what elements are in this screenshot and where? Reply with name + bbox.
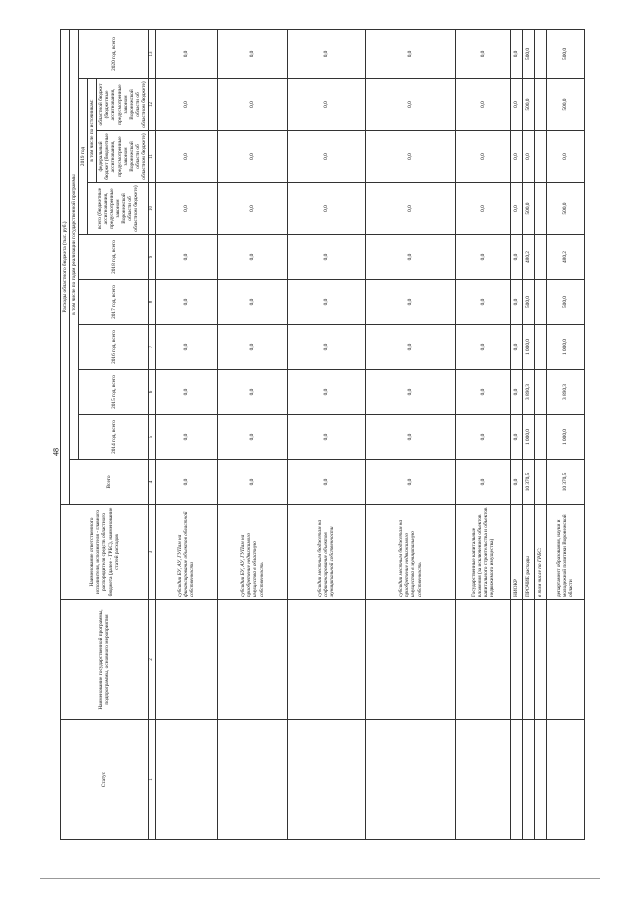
value-cell: 0,0	[155, 280, 217, 325]
status-cell	[534, 720, 546, 840]
program-cell	[522, 600, 534, 720]
value-cell	[534, 370, 546, 415]
program-cell	[217, 600, 287, 720]
value-cell: 0,0	[155, 29, 217, 78]
header-2019-regional: областной бюджет (бюджетные ассигнования, предусмотренные законом Воронежской области об областном бюджете)	[97, 79, 149, 131]
value-cell: 0,0	[287, 415, 365, 460]
value-cell	[534, 131, 546, 183]
status-cell	[287, 720, 365, 840]
header-2015: 2015 год, всего	[79, 370, 149, 415]
value-cell	[534, 280, 546, 325]
status-cell	[217, 720, 287, 840]
table-row	[217, 29, 287, 839]
header-2019-total: всего (бюджетные ассигнования, предусмотренные законом Воронежской области об областном бюджете)	[88, 183, 149, 235]
value-cell	[534, 235, 546, 280]
value-cell: 0,0	[455, 183, 510, 235]
status-cell	[155, 720, 217, 840]
value-cell: 500,0	[546, 29, 584, 78]
column-number: 6	[148, 370, 155, 415]
program-cell	[510, 600, 522, 720]
value-cell: 1 000,0	[522, 415, 534, 460]
program-cell	[287, 600, 365, 720]
page-number: 48	[51, 448, 61, 456]
value-cell: 0,0	[365, 183, 455, 235]
value-cell: 0,0	[217, 79, 287, 131]
header-2019: 2019 год	[79, 79, 88, 235]
rotated-page	[60, 30, 575, 840]
value-cell: 0,0	[510, 235, 522, 280]
value-cell: 10 370,5	[522, 460, 534, 505]
column-number: 8	[148, 280, 155, 325]
column-number: 3	[148, 505, 155, 600]
expense-item-label: субсидии БУ, АУ, ГУПам на приобретение недвижимого имущества в областную собственность	[217, 505, 287, 600]
status-cell	[455, 720, 510, 840]
header-by-years: в том числе по годам реализации государственной программы	[70, 29, 79, 459]
value-cell	[534, 415, 546, 460]
expense-item-label: НИОКР	[510, 505, 522, 600]
header-2020: 2020 год, всего	[79, 29, 149, 78]
value-cell: 0,0	[455, 79, 510, 131]
value-cell: 0,0	[287, 131, 365, 183]
expense-item-label: в том числе по ГРБС:	[534, 505, 546, 600]
value-cell: 500,0	[522, 79, 534, 131]
column-number: 12	[148, 79, 155, 131]
value-cell: 0,0	[365, 325, 455, 370]
value-cell: 0,0	[522, 131, 534, 183]
value-cell: 0,0	[365, 29, 455, 78]
expense-item-label: Государственные капитальные вложения (за исключением объектов капитального строительства и объектов недвижимого имущества)	[455, 505, 510, 600]
value-cell: 0,0	[217, 280, 287, 325]
value-cell: 0,0	[455, 235, 510, 280]
value-cell: 0,0	[155, 79, 217, 131]
value-cell: 0,0	[455, 29, 510, 78]
budget-table	[60, 29, 585, 840]
table-row	[365, 29, 455, 839]
value-cell: 500,0	[546, 183, 584, 235]
value-cell: 0,0	[365, 280, 455, 325]
value-cell: 0,0	[217, 29, 287, 78]
table-row	[455, 29, 510, 839]
table-row	[522, 29, 534, 839]
value-cell: 0,0	[455, 280, 510, 325]
value-cell: 0,0	[217, 183, 287, 235]
value-cell: 0,0	[546, 131, 584, 183]
value-cell: 0,0	[510, 79, 522, 131]
value-cell: 0,0	[287, 29, 365, 78]
table-body	[155, 29, 584, 839]
header-status: Статус	[61, 720, 149, 840]
value-cell: 0,0	[510, 29, 522, 78]
value-cell: 0,0	[365, 370, 455, 415]
value-cell: 0,0	[510, 460, 522, 505]
status-cell	[546, 720, 584, 840]
header-2019-federal: федеральный бюджет (бюджетные ассигнования, предусмотренные законом Воронежской области об областном бюджете)	[97, 131, 149, 183]
program-cell	[455, 600, 510, 720]
value-cell: 0,0	[455, 131, 510, 183]
column-number: 9	[148, 235, 155, 280]
value-cell: 0,0	[217, 370, 287, 415]
value-cell	[534, 29, 546, 78]
footer-divider	[40, 878, 600, 879]
value-cell	[534, 183, 546, 235]
value-cell: 0,0	[217, 235, 287, 280]
table-row	[287, 29, 365, 839]
value-cell: 0,0	[155, 183, 217, 235]
header-executor: Наименование ответственного исполнителя, исполнителя - главного распорядителя средств областного бюджета (далее - ГРБС), наименование статей расходов	[61, 505, 149, 600]
value-cell: 0,0	[217, 415, 287, 460]
value-cell: 1 000,0	[522, 325, 534, 370]
program-cell	[534, 600, 546, 720]
value-cell: 0,0	[217, 325, 287, 370]
value-cell: 0,0	[287, 280, 365, 325]
value-cell: 500,0	[522, 280, 534, 325]
value-cell: 0,0	[155, 235, 217, 280]
column-number: 10	[148, 183, 155, 235]
table-row	[546, 29, 584, 839]
table-row	[534, 29, 546, 839]
value-cell: 0,0	[287, 183, 365, 235]
value-cell: 0,0	[155, 415, 217, 460]
value-cell: 0,0	[455, 325, 510, 370]
value-cell: 0,0	[510, 183, 522, 235]
value-cell: 0,0	[287, 235, 365, 280]
column-number: 7	[148, 325, 155, 370]
value-cell: 0,0	[365, 131, 455, 183]
status-cell	[510, 720, 522, 840]
header-2014: 2014 год, всего	[79, 415, 149, 460]
value-cell: 0,0	[510, 280, 522, 325]
column-number: 4	[148, 460, 155, 505]
value-cell: 0,0	[155, 370, 217, 415]
value-cell: 0,0	[455, 370, 510, 415]
value-cell	[534, 79, 546, 131]
header-2016: 2016 год, всего	[79, 325, 149, 370]
program-cell	[365, 600, 455, 720]
value-cell: 0,0	[155, 460, 217, 505]
value-cell: 3 890,3	[546, 370, 584, 415]
value-cell: 0,0	[455, 415, 510, 460]
value-cell: 480,2	[546, 235, 584, 280]
value-cell: 0,0	[365, 235, 455, 280]
table-row	[510, 29, 522, 839]
value-cell: 0,0	[155, 131, 217, 183]
value-cell: 0,0	[287, 79, 365, 131]
header-2017: 2017 год, всего	[79, 280, 149, 325]
expense-item-label: субсидии БУ, АУ, ГУПам на финансирование объектов областной собственности	[155, 505, 217, 600]
column-number: 1	[148, 720, 155, 840]
value-cell: 480,2	[522, 235, 534, 280]
header-total: Всего	[70, 460, 149, 505]
value-cell	[534, 325, 546, 370]
value-cell: 0,0	[510, 415, 522, 460]
value-cell: 0,0	[287, 325, 365, 370]
expense-item-label: субсидии местным бюджетам на приобретение недвижимого имущества в муниципальную собственность	[365, 505, 455, 600]
value-cell: 0,0	[510, 131, 522, 183]
expense-item-label: субсидии местным бюджетам на софинансирование объектов муниципальной собственности	[287, 505, 365, 600]
status-cell	[365, 720, 455, 840]
header-2019-sources: в том числе по источникам:	[88, 79, 97, 183]
header-expenses: Расходы областного бюджета (тыс. руб.)	[61, 29, 70, 504]
value-cell: 0,0	[510, 370, 522, 415]
value-cell: 0,0	[365, 79, 455, 131]
value-cell: 0,0	[455, 460, 510, 505]
value-cell: 0,0	[365, 460, 455, 505]
value-cell: 1 000,0	[546, 415, 584, 460]
value-cell: 500,0	[546, 280, 584, 325]
value-cell: 3 890,3	[522, 370, 534, 415]
status-cell	[522, 720, 534, 840]
header-program: Наименование государственной программы, подпрограммы, основного мероприятия	[61, 600, 149, 720]
column-number: 5	[148, 415, 155, 460]
value-cell: 0,0	[510, 325, 522, 370]
column-number: 2	[148, 600, 155, 720]
value-cell: 0,0	[287, 370, 365, 415]
header-2018: 2018 год, всего	[79, 235, 149, 280]
program-cell	[546, 600, 584, 720]
value-cell: 500,0	[546, 79, 584, 131]
value-cell: 500,0	[522, 29, 534, 78]
column-number: 13	[148, 29, 155, 78]
column-number: 11	[148, 131, 155, 183]
expense-item-label: ПРОЧИЕ расходы	[522, 505, 534, 600]
expense-item-label: департамент образования, науки и молодежной политики Воронежской области	[546, 505, 584, 600]
value-cell: 0,0	[217, 131, 287, 183]
value-cell: 0,0	[365, 415, 455, 460]
value-cell: 0,0	[287, 460, 365, 505]
value-cell: 500,0	[522, 183, 534, 235]
value-cell: 1 000,0	[546, 325, 584, 370]
value-cell: 10 370,5	[546, 460, 584, 505]
table-row	[155, 29, 217, 839]
value-cell: 0,0	[217, 460, 287, 505]
value-cell	[534, 460, 546, 505]
program-cell	[155, 600, 217, 720]
value-cell: 0,0	[155, 325, 217, 370]
